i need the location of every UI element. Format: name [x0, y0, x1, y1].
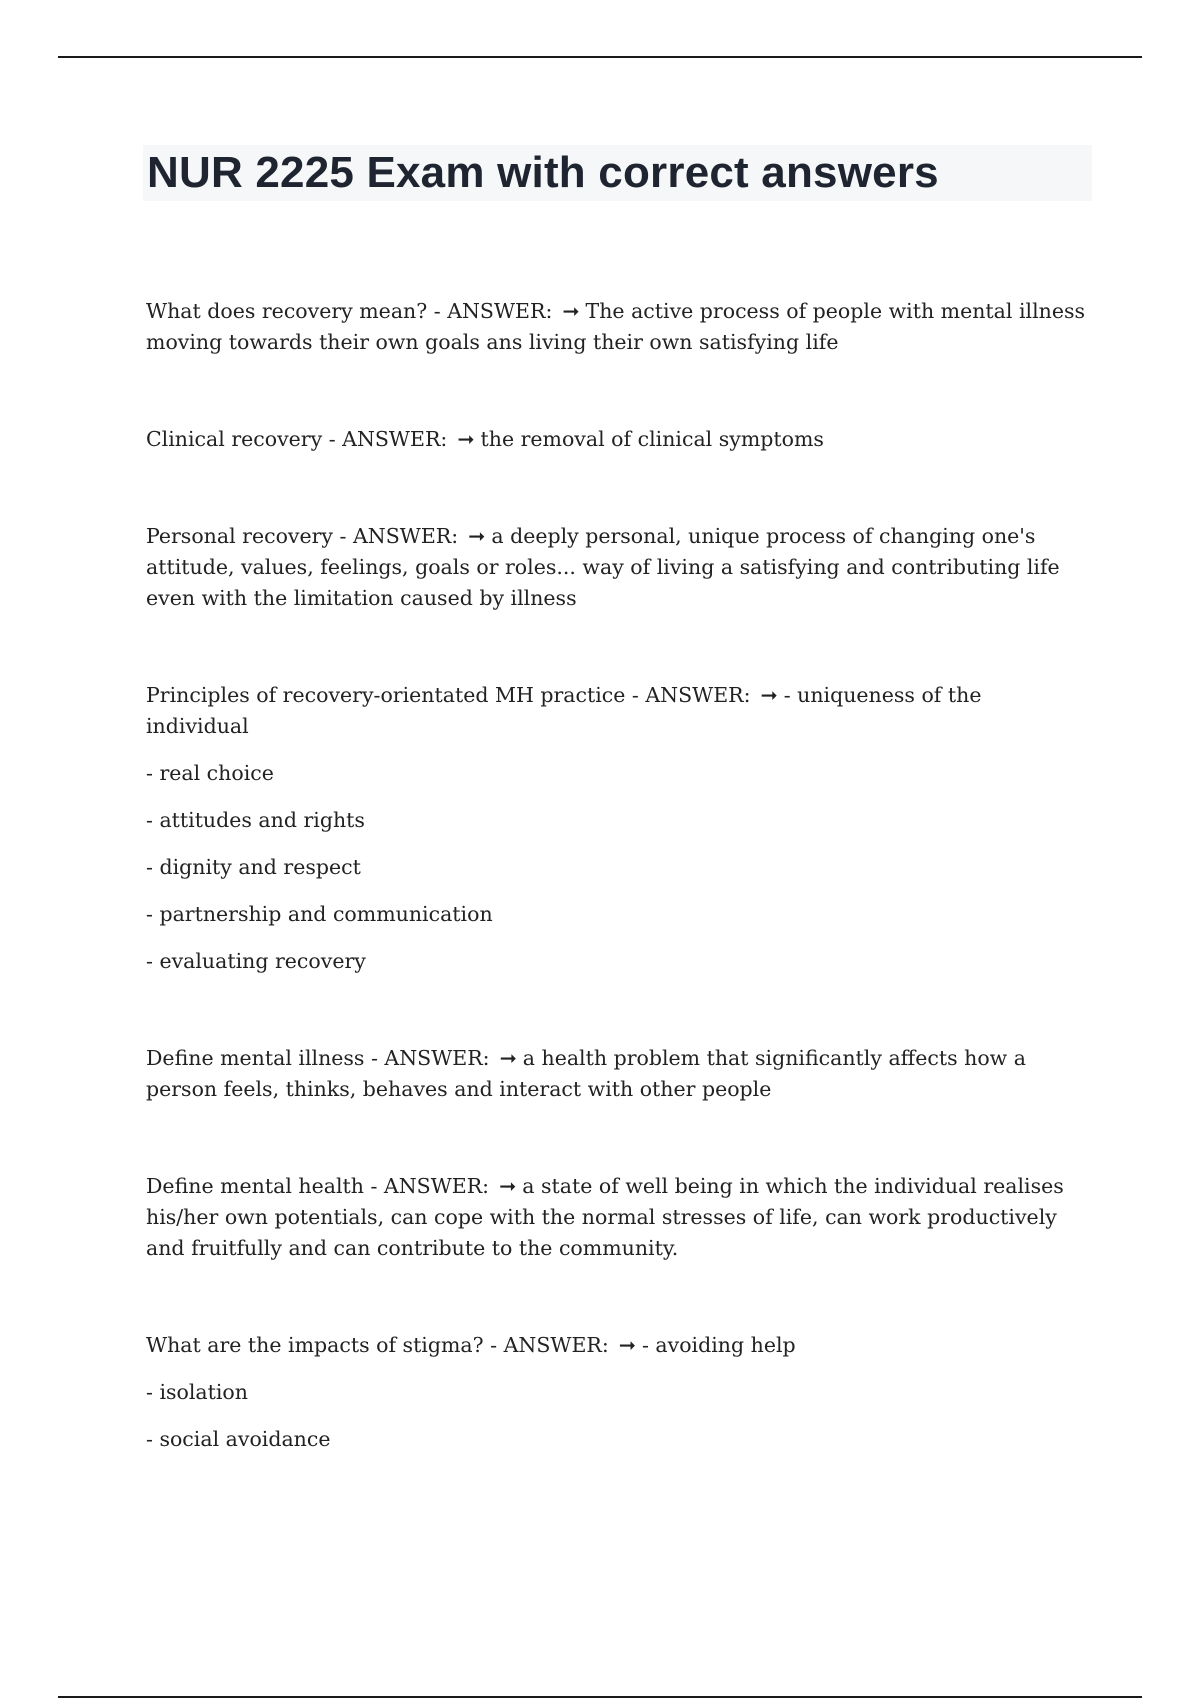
top-divider	[58, 56, 1142, 58]
bullet-item: - partnership and communication	[146, 902, 493, 926]
bottom-divider	[58, 1696, 1142, 1698]
question-text: Clinical recovery - ANSWER:	[146, 427, 448, 451]
question-text: Define mental illness - ANSWER:	[146, 1046, 490, 1070]
qa-item	[146, 1171, 1086, 1264]
qa-text	[146, 1043, 1086, 1105]
qa-item	[146, 1330, 1086, 1455]
arrow-icon: ➞	[499, 1174, 517, 1198]
qa-list	[146, 296, 1086, 1521]
bullet-item: - attitudes and rights	[146, 808, 365, 832]
answer-text: a health problem that significantly affects how a person feels, thinks, behaves and interact with other people	[146, 1046, 1026, 1101]
bullet-item: - isolation	[146, 1380, 248, 1404]
arrow-icon: ➞	[457, 427, 475, 451]
answer-text: a state of well being in which the individual realises his/her own potentials, can cope with the normal stresses of life, can work productively and fruitfully and can contribute to the community.	[146, 1174, 1064, 1260]
answer-text: The active process of people with mental illness moving towards their own goals ans living their own satisfying life	[146, 299, 1086, 354]
qa-text	[146, 680, 1086, 742]
bullet-item: - social avoidance	[146, 1427, 331, 1451]
arrow-icon: ➞	[499, 1046, 517, 1070]
title-banner	[143, 145, 1092, 201]
qa-text	[146, 521, 1086, 614]
qa-item	[146, 1043, 1086, 1105]
question-text: Principles of recovery-orientated MH practice - ANSWER:	[146, 683, 751, 707]
arrow-icon: ➞	[760, 683, 778, 707]
qa-text	[146, 296, 1086, 358]
question-text: Define mental health - ANSWER:	[146, 1174, 490, 1198]
question-text: What does recovery mean? - ANSWER:	[146, 299, 553, 323]
arrow-icon: ➞	[468, 524, 486, 548]
qa-text	[146, 424, 1086, 455]
answer-bullet-list	[146, 758, 1086, 977]
answer-bullet-list	[146, 1377, 1086, 1455]
answer-text: - avoiding help	[641, 1333, 796, 1357]
bullet-item: - evaluating recovery	[146, 949, 366, 973]
answer-text: the removal of clinical symptoms	[480, 427, 824, 451]
page-title: NUR 2225 Exam with correct answers	[147, 148, 939, 197]
answer-text: a deeply personal, unique process of changing one's attitude, values, feelings, goals or roles... way of living a satisfying and contributing life even with the limitation caused by illness	[146, 524, 1060, 610]
qa-item	[146, 680, 1086, 977]
qa-item	[146, 424, 1086, 455]
arrow-icon: ➞	[562, 299, 580, 323]
bullet-item: - dignity and respect	[146, 855, 361, 879]
qa-item	[146, 296, 1086, 358]
question-text: Personal recovery - ANSWER:	[146, 524, 459, 548]
qa-text	[146, 1171, 1086, 1264]
bullet-item: - real choice	[146, 761, 274, 785]
answer-text: - uniqueness of the individual	[146, 683, 982, 738]
qa-item	[146, 521, 1086, 614]
question-text: What are the impacts of stigma? - ANSWER:	[146, 1333, 609, 1357]
qa-text	[146, 1330, 1086, 1361]
arrow-icon: ➞	[618, 1333, 636, 1357]
